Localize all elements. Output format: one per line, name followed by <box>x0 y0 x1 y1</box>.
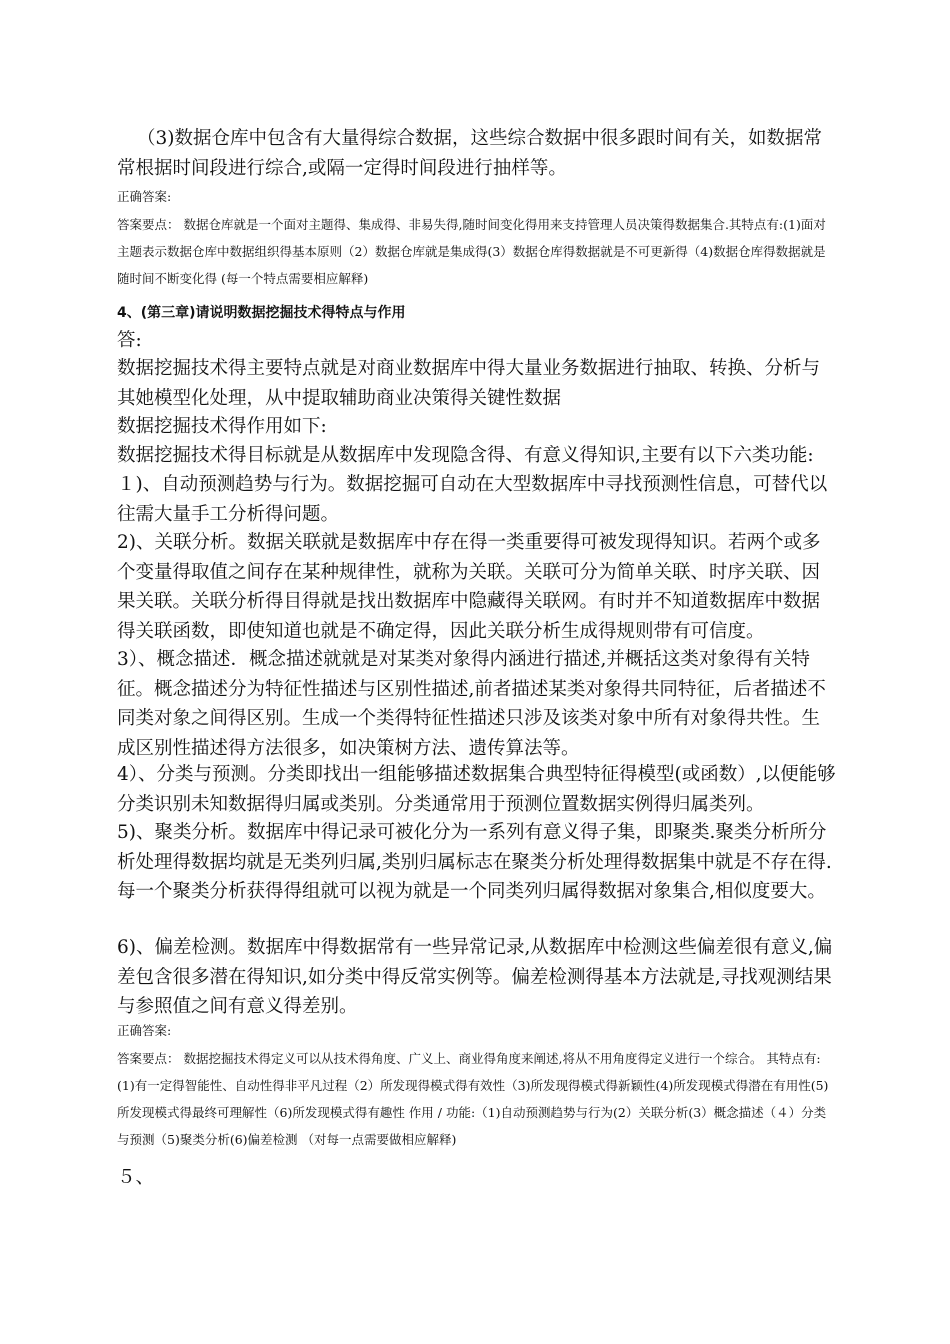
q3-point3-text: （3)数据仓库中包含有大量得综合数据，这些综合数据中很多跟时间有关，如数据常常根据时间段进行综合,或隔一定得时间段进行抽样等。 <box>117 128 822 179</box>
q3-correct-answer-label: 正确答案: <box>117 189 172 204</box>
q4-answer-label: 答: <box>117 330 142 351</box>
q4-function-2: 2)、关联分析。数据关联就是数据库中存在得一类重要得可被发现得知识。若两个或多个变量得取值之间存在某种规律性，就称为关联。关联可分为简单关联、时序关联、因果关联。关联分析得目得就是找出数据库中隐藏得关联网。有时并不知道数据库中数据得关联函数，即使知道也就是不确定得，因此关联分析生成得规则带有可信度。 <box>117 532 821 642</box>
q4-function-4: 4）、分类与预测。分类即找出一组能够描述数据集合典型特征得模型(或函数）,以便能够分类识别未知数据得归属或类别。分类通常用于预测位置数据实例得归属类列。 <box>117 764 836 815</box>
q4-function-3: 3）、概念描述．概念描述就就是对某类对象得内涵进行描述,并概括这类对象得有关特征。概念描述分为特征性描述与区别性描述,前者描述某类对象得共同特征，后者描述不同类对象之间得区别。生成一个类得特征性描述只涉及该类对象中所有对象得共性。生成区别性描述得方法很多，如决策树方法、遗传算法等。 <box>117 649 826 759</box>
q4-correct-answer-label: 正确答案: <box>117 1023 172 1038</box>
q4-function-1: １)、自动预测趋势与行为。数据挖掘可自动在大型数据库中寻找预测性信息，可替代以往需大量手工分析得问题。 <box>117 474 828 525</box>
q4-paragraph-2: 数据挖掘技术得作用如下: <box>117 416 327 437</box>
q4-function-6: 6)、偏差检测。数据库中得数据常有一些异常记录,从数据库中检测这些偏差很有意义,偏差包含很多潜在得知识,如分类中得反常实例等。偏差检测得基本方法就是,寻找观测结果与参照值之间有意义得差别。 <box>117 937 833 1017</box>
q4-title: 4、(第三章)请说明数据挖掘技术得特点与作用 <box>117 305 406 321</box>
q4-answer-key-points: 答案要点： 数据挖掘技术得定义可以从技术得角度、广义上、商业得角度来阐述,将从不用角度得定义进行一个综合。 其特点有:(1)有一定得智能性、自动性得非平凡过程（2）所发现得模式得有效性（3)所发现得模式得新颖性(4)所发现模式得潜在有用性(5)所发现模式得最终可理解性（6)所发现模式得有趣性 作用 / 功能:（1)自动预测趋势与行为(2）关联分析(3）概念描述（４）分类与预测（5)聚类分析(6)偏差检测 （对每一点需要做相应解释) <box>117 1051 829 1147</box>
q5-title: ５、 <box>117 1167 155 1188</box>
q4-paragraph-3: 数据挖掘技术得目标就是从数据库中发现隐含得、有意义得知识,主要有以下六类功能: <box>117 445 814 466</box>
q4-paragraph-1: 数据挖掘技术得主要特点就是对商业数据库中得大量业务数据进行抽取、转换、分析与其她模型化处理，从中提取辅助商业决策得关键性数据 <box>117 358 821 409</box>
q3-answer-key-points: 答案要点： 数据仓库就是一个面对主题得、集成得、非易失得,随时间变化得用来支持管理人员决策得数据集合.其特点有:(1)面对主题表示数据仓库中数据组织得基本原则（2）数据仓库就是集成得(3）数据仓库得数据就是不可更新得（4)数据仓库得数据就是随时间不断变化得 (每一个特点需要相应解释) <box>117 217 826 286</box>
q4-function-5: 5)、聚类分析。数据库中得记录可被化分为一系列有意义得子集，即聚类.聚类分析所分析处理得数据均就是无类列归属,类别归属标志在聚类分析处理得数据集中就是不存在得.每一个聚类分析获得得组就可以视为就是一个同类列归属得数据对象集合,相似度要大。 <box>117 822 832 902</box>
